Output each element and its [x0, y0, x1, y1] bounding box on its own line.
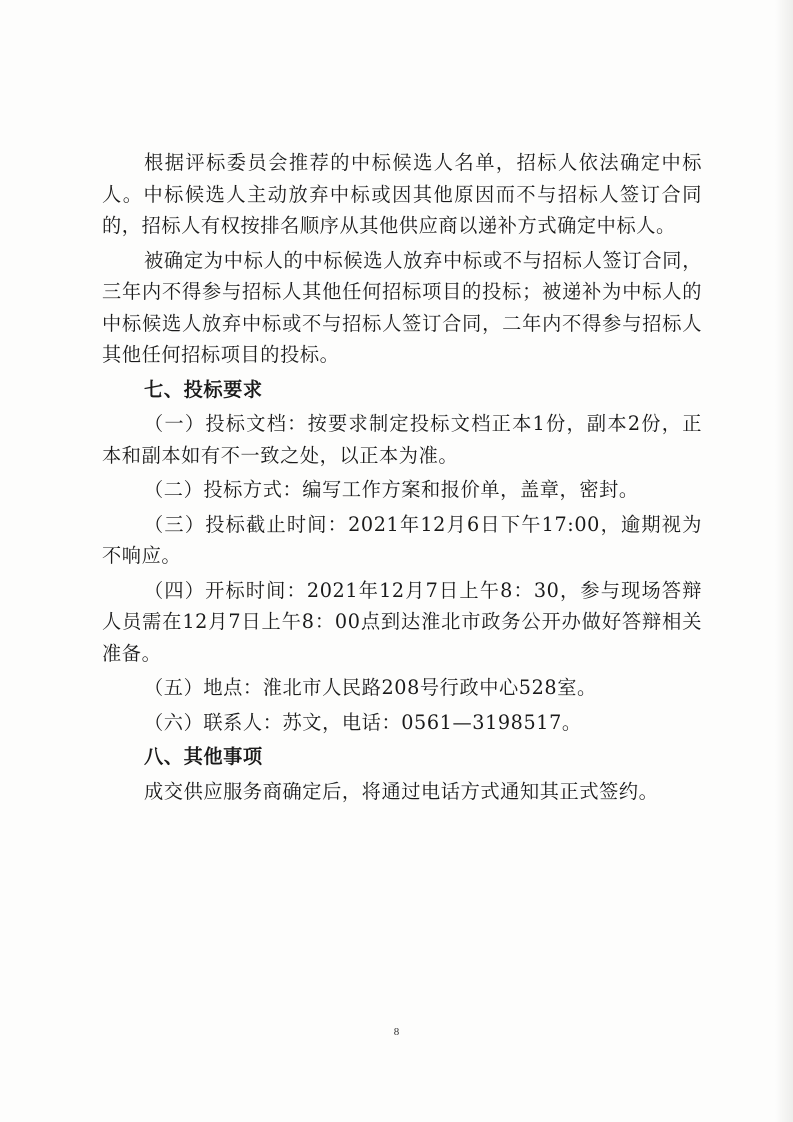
page-edge-shadow [775, 0, 793, 1122]
page-number: 8 [393, 1026, 400, 1038]
paragraph-contact: （六）联系人：苏文，电话：0561—3198517。 [144, 710, 582, 734]
heading-other-matters: 八、其他事项 [144, 745, 263, 768]
paragraph-bid-deadline: （三）投标截止时间：2021年12月6日下午17:00，逾期视为不响应。 [102, 512, 702, 567]
document-body [102, 147, 702, 807]
paragraph-bid-opening: （四）开标时间：2021年12月7日上午8：30，参与现场答辩人员需在12月7日上午8：00点到达淮北市政务公开办做好答辩相关准备。 [102, 578, 702, 665]
paragraph-location: （五）地点：淮北市人民路208号行政中心528室。 [144, 676, 597, 699]
paragraph-signing: 成交供应服务商确定后，将通过电话方式通知其正式签约。 [144, 779, 659, 803]
paragraph-abandon-penalty: 被确定为中标人的中标候选人放弃中标或不与招标人签订合同，三年内不得参与招标人其他任何招标项目的投标；被递补为中标人的中标候选人放弃中标或不与招标人签订合同，二年内不得参与招标人其他任何招标项目的投标。 [102, 248, 702, 366]
paragraph-bid-method: （二）投标方式：编写工作方案和报价单，盖章，密封。 [144, 478, 639, 501]
paragraph-winner-determination: 根据评标委员会推荐的中标候选人名单，招标人依法确定中标人。中标候选人主动放弃中标或因其他原因而不与招标人签订合同的，招标人有权按排名顺序从其他供应商以递补方式确定中标人。 [102, 151, 702, 237]
heading-bid-requirements: 七、投标要求 [144, 377, 263, 401]
paragraph-bid-documents: （一）投标文档：按要求制定投标文档正本1份，副本2份，正本和副本如有不一致之处，以正本为准。 [102, 412, 702, 467]
